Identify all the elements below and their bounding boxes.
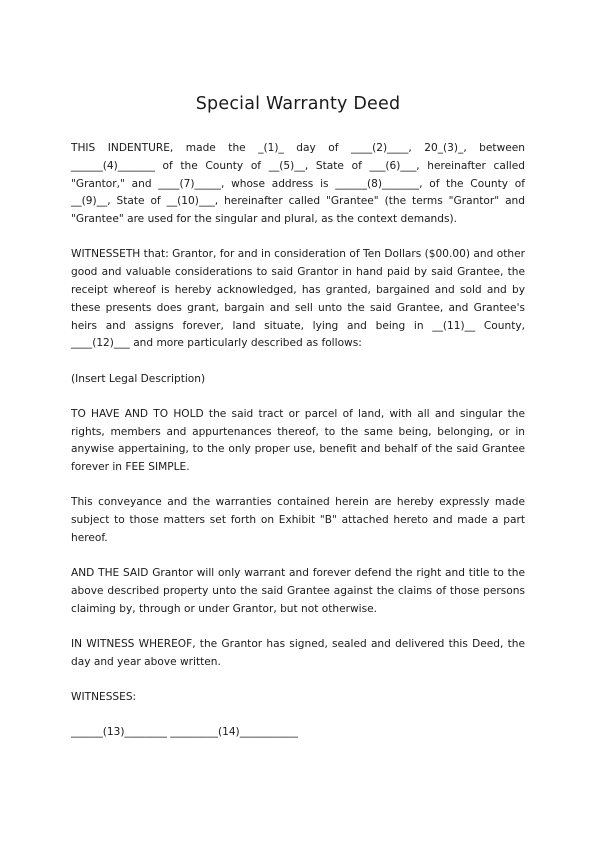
witnesseth-paragraph: WITNESSETH that: Grantor, for and in consideration of Ten Dollars ($00.00) and other good and valuable considerations to said Grantor in hand paid by said Grantee, the receipt whereof is hereby acknowledged, has granted, bargained and sold and by these presents does grant, bargain and sell unto the said Grantee, and Grantee's heirs and assigns forever, land situate, lying and being in __(11)__ County, ____(12)___ and more particularly described as follows: [71, 248, 525, 350]
document-title: Special Warranty Deed [195, 94, 401, 114]
legal-description-placeholder: (Insert Legal Description) [71, 372, 206, 385]
conveyance-paragraph: This conveyance and the warranties contained herein are hereby expressly made subject to those matters set forth on Exhibit "B" attached hereto and made a part hereof. [71, 496, 525, 544]
document-page [71, 94, 525, 742]
warranty-paragraph: AND THE SAID Grantor will only warrant and forever defend the right and title to the above described property unto the said Grantee against the claims of those persons claiming by, through or under Grantor, but not otherwise. [71, 567, 525, 615]
indenture-paragraph: THIS INDENTURE, made the _(1)_ day of ____(2)____, 20_(3)_, between ______(4)_______ of the County of __(5)__, State of ___(6)___, hereinafter called "Grantor," and ____(7)_____, whose address is ______(8)_______, of the County of __(9)__, State of __(10)___, hereinafter called "Grantee" (the terms "Grantor" and "Grantee" are used for the singular and plural, as the context demands). [71, 142, 525, 226]
signature-line: ______(13)________ _________(14)___________ [71, 726, 298, 739]
witnesses-heading: WITNESSES: [71, 690, 137, 703]
in-witness-paragraph: IN WITNESS WHEREOF, the Grantor has signed, sealed and delivered this Deed, the day and year above written. [71, 637, 525, 668]
habendum-paragraph: TO HAVE AND TO HOLD the said tract or parcel of land, with all and singular the rights, members and appurtenances thereof, to the same being, belonging, or in anywise appertaining, to the only proper use, benefit and behalf of the said Grantee forever in FEE SIMPLE. [71, 407, 525, 474]
